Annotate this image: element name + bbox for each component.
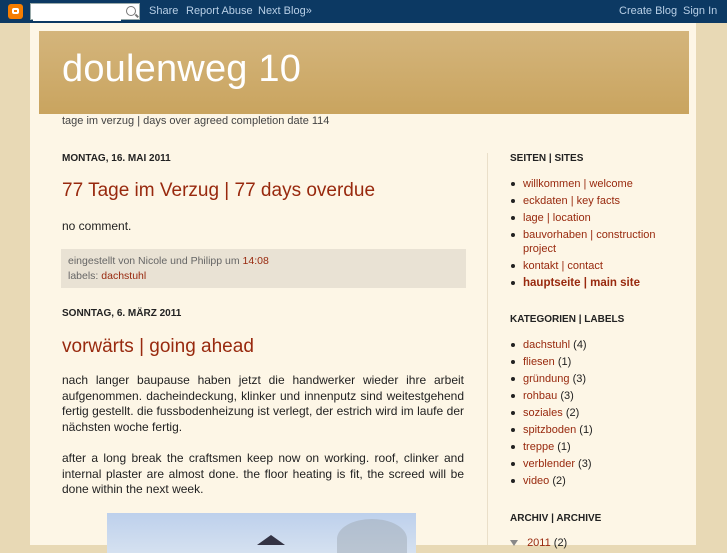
page-link-key-facts[interactable]: eckdaten | key facts [510, 194, 680, 208]
post-author-line [68, 254, 459, 269]
label-count: (1) [557, 441, 571, 453]
bullet [511, 281, 515, 285]
label-item[interactable] [510, 389, 680, 403]
page-link-location[interactable]: lage | location [510, 211, 680, 225]
column-divider [487, 153, 488, 545]
posted-by-text: eingestellt von Nicole und Philipp um [68, 255, 240, 267]
post-paragraph: after a long break the craftsmen keep now on working. roof, clinker and internal plaster are almost done. the floor heating is fit, the screed will be done within the next week. [62, 451, 464, 496]
label-link[interactable]: spitzboden [523, 424, 577, 436]
tree [337, 519, 407, 553]
blog-description: tage im verzug | days over agreed completion date 114 [62, 115, 330, 127]
blog-title[interactable]: doulenweg 10 [62, 48, 302, 90]
blogger-logo-icon[interactable] [8, 4, 23, 19]
next-blog-link[interactable]: Next Blog» [258, 5, 312, 17]
labels-prefix: labels: [68, 270, 99, 282]
search-icon[interactable] [126, 6, 136, 16]
label-count: (3) [578, 458, 592, 470]
post-paragraph: no comment. [62, 219, 132, 233]
blogger-navbar [0, 0, 727, 23]
post-paragraph: nach langer baupause haben jetzt die handwerker wieder ihre arbeit aufgenommen. dacheindeckung, klinker und innenputz sind weitestgehend fertig gestellt. die fussbodenheizung ist verlegt, der estrich wird im laufe der nächsten woche fertig. [62, 373, 464, 434]
pages-heading: SEITEN | SITES [510, 153, 584, 164]
bullet [511, 182, 515, 186]
post-date-header: MONTAG, 16. MAI 2011 [62, 153, 171, 164]
share-link[interactable]: Share [149, 5, 179, 17]
label-count: (2) [552, 475, 566, 487]
label-item[interactable] [510, 440, 680, 454]
post-date-header: SONNTAG, 6. MÄRZ 2011 [62, 308, 182, 319]
page-link-main-site[interactable]: hauptseite | main site [510, 276, 680, 290]
label-item[interactable] [510, 457, 680, 471]
label-count: (1) [579, 424, 593, 436]
label-count: (3) [572, 373, 587, 385]
page-link-construction-project[interactable]: bauvorhaben | construction project [510, 228, 680, 256]
bullet [511, 428, 515, 432]
create-blog-link[interactable]: Create Blog [619, 5, 678, 17]
label-link[interactable]: gründung [523, 373, 570, 385]
bullet [511, 360, 515, 364]
archive-year-count: (2) [553, 537, 568, 549]
triangle-down-icon[interactable] [510, 540, 518, 546]
blog-header [39, 31, 689, 114]
search-input[interactable] [33, 8, 121, 21]
bullet [511, 445, 515, 449]
pages-list [510, 177, 680, 293]
bullet [511, 479, 515, 483]
report-abuse-link[interactable]: Report Abuse [186, 5, 253, 17]
bullet [511, 216, 515, 220]
label-link[interactable]: verblender [523, 458, 575, 470]
bullet [511, 394, 515, 398]
label-item[interactable] [510, 474, 680, 488]
post-footer [61, 249, 466, 288]
search-box [30, 3, 140, 20]
page-link-welcome[interactable]: willkommen | welcome [510, 177, 680, 191]
label-item[interactable] [510, 423, 680, 437]
label-count: (4) [573, 339, 587, 351]
archive-year-link[interactable]: 2011 [527, 537, 551, 549]
label-link[interactable]: dachstuhl [523, 339, 571, 351]
sign-in-link[interactable]: Sign In [683, 5, 718, 17]
bullet [511, 343, 515, 347]
label-link[interactable]: soziales [523, 407, 563, 419]
label-item[interactable] [510, 355, 680, 369]
label-count: (2) [565, 407, 580, 419]
page-link-contact[interactable]: kontakt | contact [510, 259, 680, 273]
label-link[interactable]: treppe [523, 441, 555, 453]
label-count: (1) [557, 356, 572, 368]
label-item[interactable] [510, 372, 680, 386]
labels-list [510, 338, 680, 491]
archive-heading: ARCHIV | ARCHIVE [510, 513, 602, 524]
bullet [511, 233, 515, 237]
house-roof [257, 535, 285, 545]
post-title-link[interactable]: 77 Tage im Verzug | 77 days overdue [62, 180, 376, 201]
bullet [511, 462, 515, 466]
post-photo[interactable] [107, 513, 416, 553]
bullet [511, 377, 515, 381]
post-title-link[interactable]: vorwärts | going ahead [62, 336, 254, 357]
label-link[interactable]: rohbau [523, 390, 558, 402]
post-time-link[interactable]: 14:08 [242, 255, 269, 267]
label-count: (3) [560, 390, 574, 402]
archive-year-row[interactable] [510, 537, 567, 549]
bullet [511, 199, 515, 203]
post-label-link[interactable]: dachstuhl [101, 270, 147, 282]
bullet [511, 264, 515, 268]
bullet [511, 411, 515, 415]
label-item[interactable] [510, 406, 680, 420]
label-item[interactable] [510, 338, 680, 352]
label-link[interactable]: fliesen [523, 356, 555, 368]
post-labels-line [68, 269, 459, 284]
label-link[interactable]: video [523, 475, 550, 487]
labels-heading: KATEGORIEN | LABELS [510, 314, 625, 325]
post-body [62, 219, 464, 235]
